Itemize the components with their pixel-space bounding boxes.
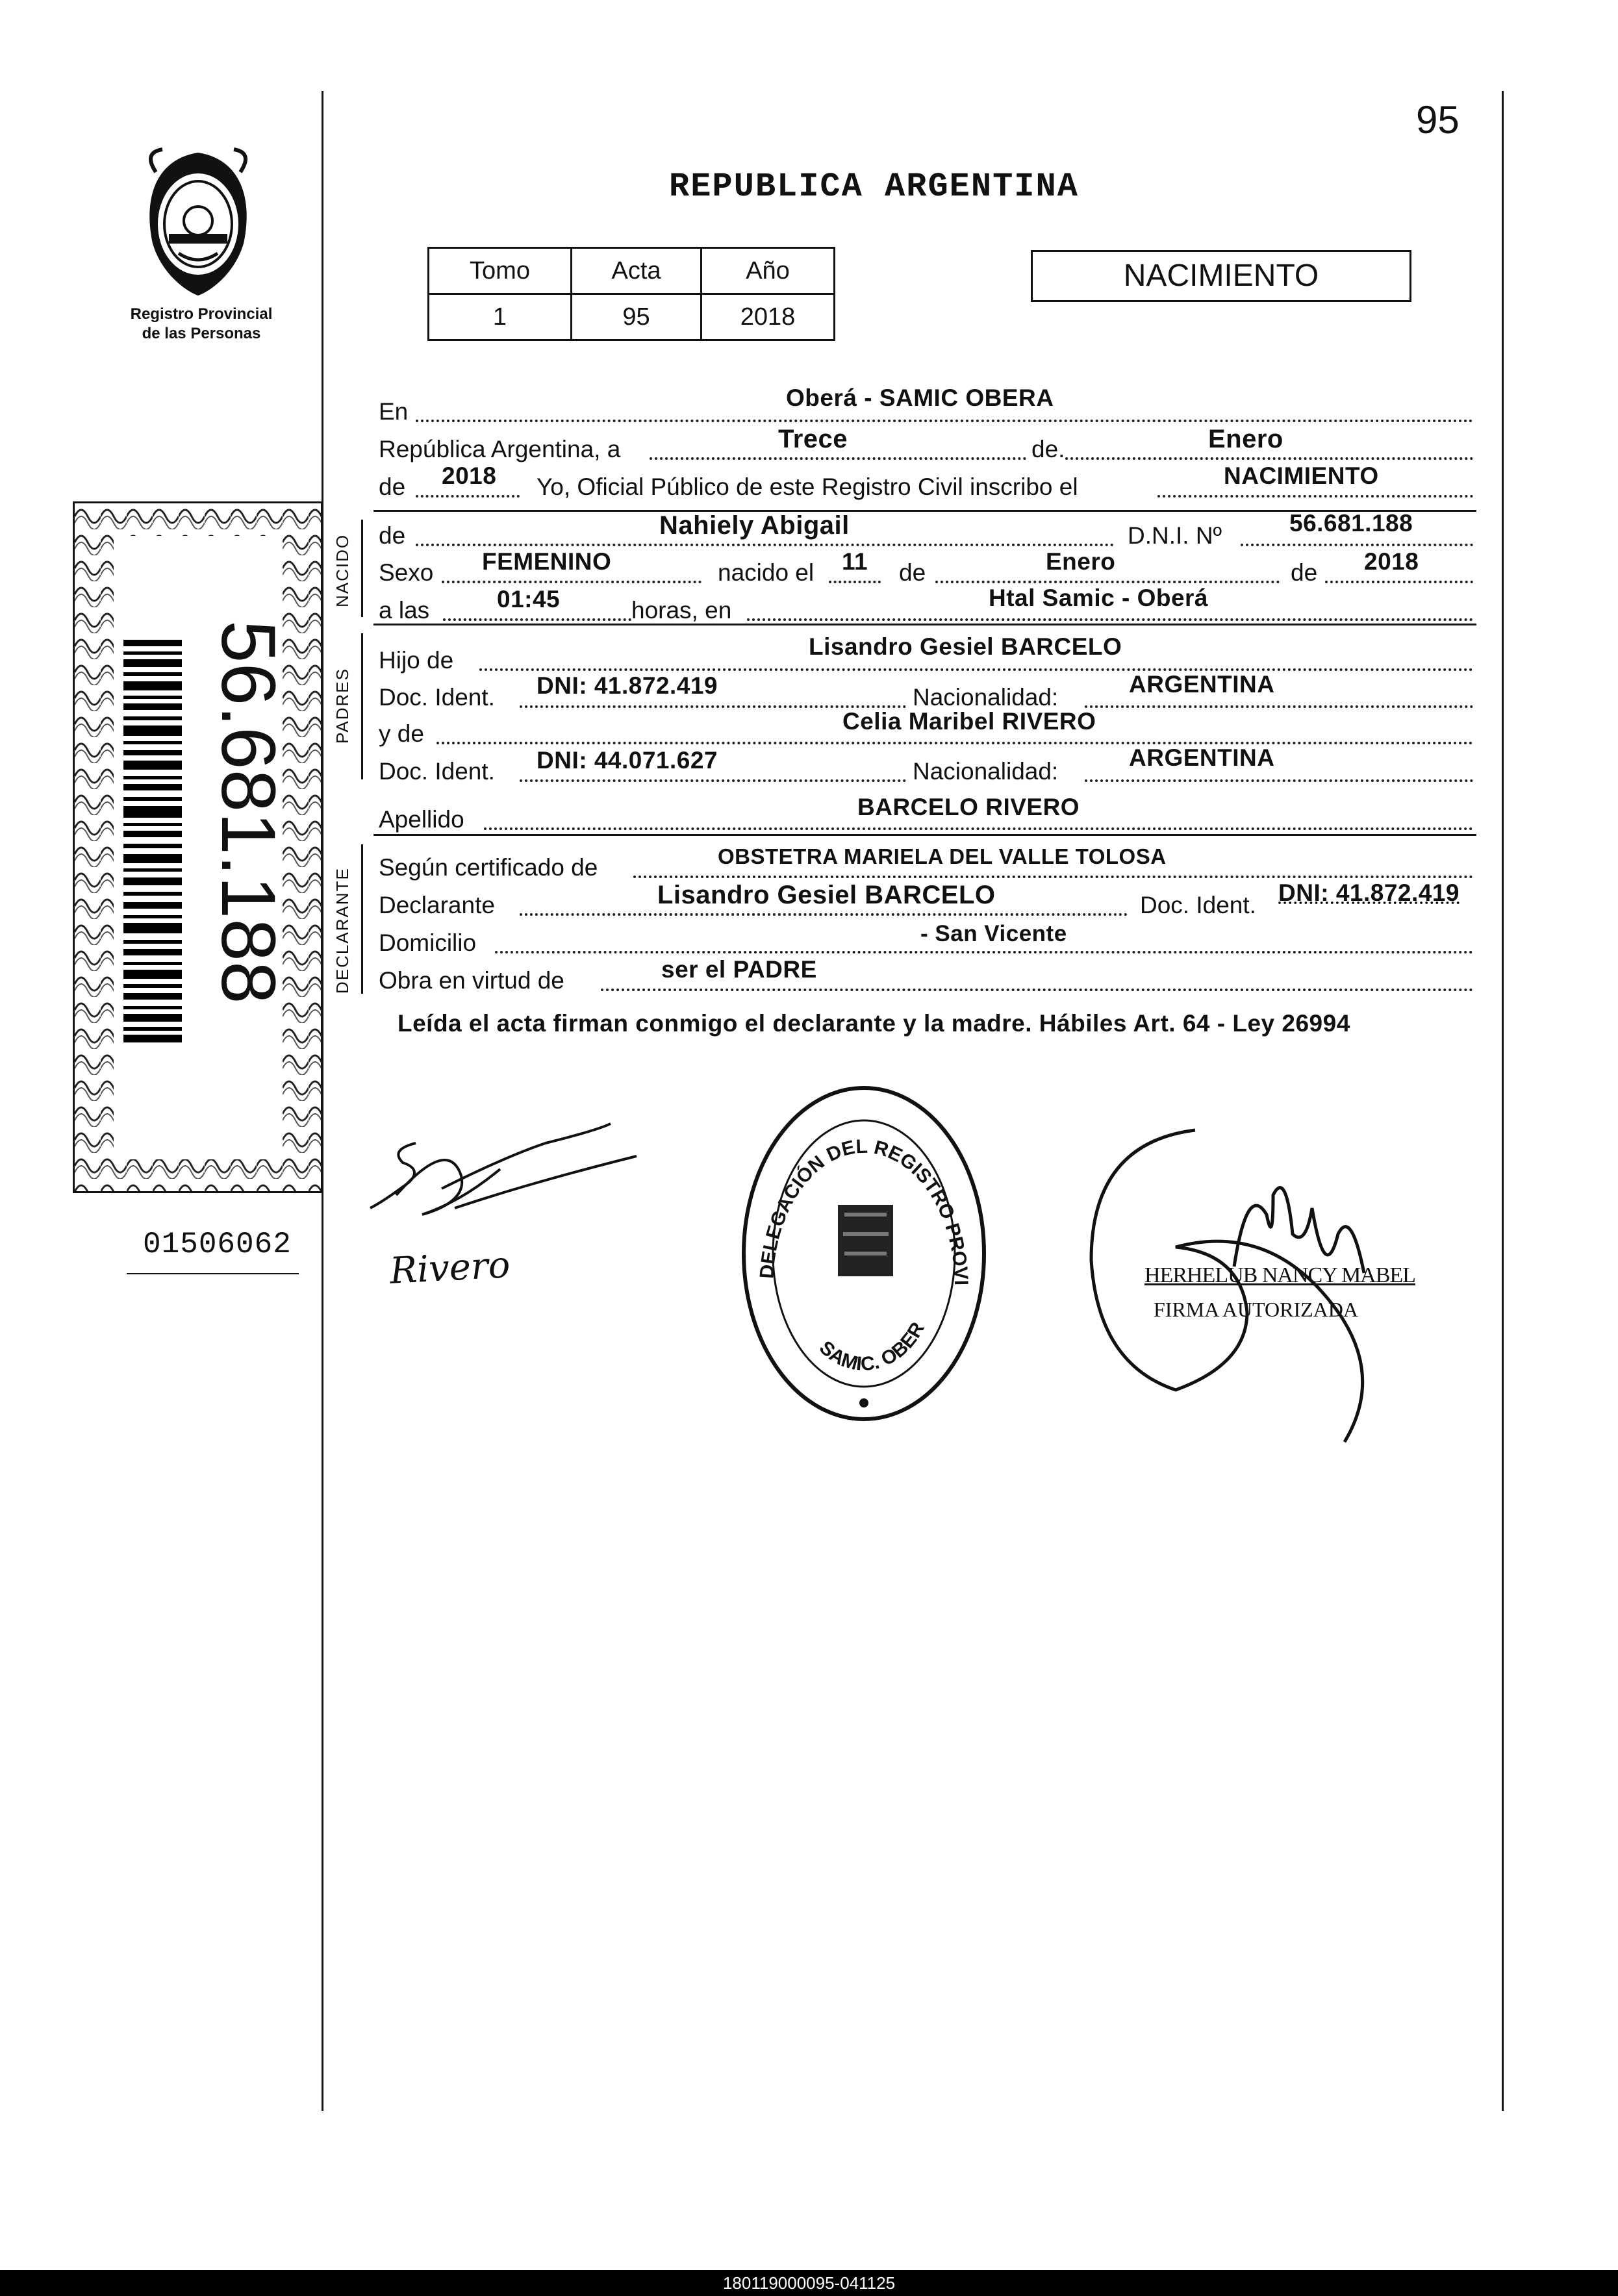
barcode (123, 640, 182, 1042)
dots-obra (601, 989, 1473, 991)
signature-left-name: Rivero (388, 1244, 511, 1293)
dots-lugar-nac (747, 618, 1473, 621)
value-padre-doc: DNI: 41.872.419 (537, 672, 718, 699)
dots-doc-madre (520, 779, 906, 782)
closing-text: Leída el acta firman conmigo el declarante y la madre. Hábiles Art. 64 - Ley 26994 (398, 1010, 1350, 1037)
table-header-acta: Acta (572, 248, 702, 294)
control-number-underline (127, 1273, 299, 1274)
signature-right-name: HERHELUB NANCY MABEL (1144, 1263, 1415, 1287)
value-anio-nac: 2018 (1364, 548, 1419, 575)
label-nac-madre: Nacionalidad: (913, 758, 1059, 785)
value-dia: Trece (778, 425, 848, 453)
value-lugar-nac: Htal Samic - Oberá (989, 585, 1209, 611)
table-value-anio: 2018 (702, 294, 835, 340)
value-obra: ser el PADRE (661, 956, 817, 983)
label-nacido-el: nacido el (718, 559, 815, 586)
registry-table (427, 247, 835, 341)
table-value-acta: 95 (572, 294, 702, 340)
dots-en (416, 420, 1473, 422)
section-label-nacido: NACIDO (333, 533, 352, 607)
signature-right-caption: FIRMA AUTORIZADA (1154, 1298, 1358, 1321)
label-obra: Obra en virtud de (379, 967, 564, 994)
label-declarante: Declarante (379, 892, 495, 918)
label-sexo: Sexo (379, 559, 434, 586)
official-stamp (734, 1078, 994, 1429)
table-value-tomo: 1 (429, 294, 572, 340)
value-anio: 2018 (442, 462, 497, 489)
dots-dia (650, 457, 1026, 460)
label-hijo-de: Hijo de (379, 647, 454, 674)
value-acto: NACIMIENTO (1224, 462, 1379, 489)
dots-mes-nac (935, 581, 1280, 583)
value-dni: 56.681.188 (1289, 510, 1413, 536)
table-header-anio: Año (702, 248, 835, 294)
label-y-de: y de (379, 720, 424, 747)
value-mes: Enero (1208, 425, 1283, 453)
dots-hora (443, 618, 631, 621)
dots-domicilio (495, 951, 1473, 953)
table-header-tomo: Tomo (429, 248, 572, 294)
value-padre: Lisandro Gesiel BARCELO (809, 633, 1122, 660)
logo-caption-line1: Registro Provincial (130, 305, 273, 323)
label-apellido: Apellido (379, 806, 464, 833)
dots-sexo (442, 581, 702, 583)
dots-anio-nac (1325, 581, 1473, 583)
registry-logo (117, 146, 279, 302)
dots-acto (1157, 495, 1473, 498)
section-bar-nacido (361, 520, 363, 617)
dots-declarante (520, 913, 1128, 916)
value-hora: 01:45 (497, 586, 561, 612)
value-madre: Celia Maribel RIVERO (842, 708, 1096, 735)
svg-text:SAMIC. OBERA: SAMIC. OBER (815, 1318, 929, 1376)
dots-nombre (416, 544, 1114, 546)
value-sexo: FEMENINO (482, 548, 612, 575)
dots-apellido (484, 827, 1473, 830)
dots-dni (1241, 544, 1473, 546)
section-label-padres: PADRES (333, 668, 352, 744)
value-madre-doc: DNI: 44.071.627 (537, 747, 718, 774)
label-doc-madre: Doc. Ident. (379, 758, 495, 785)
section-bar-padres (361, 633, 363, 779)
dots-mes (1065, 457, 1473, 460)
dots-nac-padre (1085, 705, 1473, 708)
label-en: En (379, 398, 409, 425)
section-bar-declarante (361, 844, 363, 994)
footer-code: 180119000095-041125 (0, 2270, 1618, 2296)
label-de-anio-nac: de (1291, 559, 1318, 586)
label-de-anio: de (379, 473, 406, 500)
label-de-mes-nac: de (899, 559, 926, 586)
document-title: REPUBLICA ARGENTINA (669, 168, 1079, 206)
dni-sidebar (73, 501, 323, 1193)
section-label-declarante: DECLARANTE (333, 867, 352, 994)
value-apellido: BARCELO RIVERO (857, 794, 1080, 820)
value-certificado: OBSTETRA MARIELA DEL VALLE TOLOSA (718, 844, 1167, 868)
stamp-seal-icon (734, 1078, 994, 1429)
label-doc-declarante: Doc. Ident. (1140, 892, 1256, 918)
dots-nac-madre (1085, 779, 1473, 782)
dots-anio (416, 495, 520, 498)
dni-vertical-number: 56.681.188 (205, 620, 291, 1004)
value-mes-nac: Enero (1046, 548, 1116, 575)
label-nac-padre: Nacionalidad: (913, 684, 1059, 711)
value-declarante-doc: DNI: 41.872.419 (1278, 879, 1460, 906)
value-dia-nac: 11 (842, 548, 868, 575)
barcode-icon (123, 640, 182, 1042)
record-type-box: NACIMIENTO (1031, 250, 1411, 302)
value-madre-nac: ARGENTINA (1129, 744, 1275, 771)
dots-madre (436, 742, 1473, 744)
label-segun: Según certificado de (379, 854, 598, 881)
value-domicilio: - San Vicente (920, 921, 1067, 946)
right-margin-line (1502, 91, 1504, 2111)
label-horas-en: horas, en (631, 597, 732, 624)
provincial-seal-icon (117, 146, 279, 302)
value-nombre: Nahiely Abigail (659, 511, 850, 540)
value-lugar: Oberá - SAMIC OBERA (786, 385, 1054, 411)
dots-padre (479, 668, 1473, 671)
control-number: 01506062 (143, 1228, 292, 1261)
label-de-nombre: de (379, 522, 406, 549)
label-dni: D.N.I. Nº (1128, 522, 1222, 549)
label-republica: República Argentina, a (379, 436, 621, 462)
value-declarante: Lisandro Gesiel BARCELO (657, 881, 996, 909)
label-de-mes: de. (1031, 436, 1065, 462)
dots-dia-nac (829, 581, 881, 583)
label-yo: Yo, Oficial Público de este Registro Civil inscribo el (537, 473, 1078, 500)
divider-3 (373, 834, 1476, 836)
label-domicilio: Domicilio (379, 929, 477, 956)
label-doc-padre: Doc. Ident. (379, 684, 495, 711)
label-a-las: a las (379, 597, 430, 624)
value-padre-nac: ARGENTINA (1129, 671, 1275, 698)
divider-2 (373, 624, 1476, 625)
svg-text:DELEGACIÓN DEL REGISTRO PROVIN: DELEGACIÓN DEL REGISTRO PROVI (756, 1135, 972, 1286)
logo-caption-line2: de las Personas (142, 325, 261, 342)
page-number: 95 (1416, 98, 1460, 142)
dots-certificado (633, 876, 1473, 878)
